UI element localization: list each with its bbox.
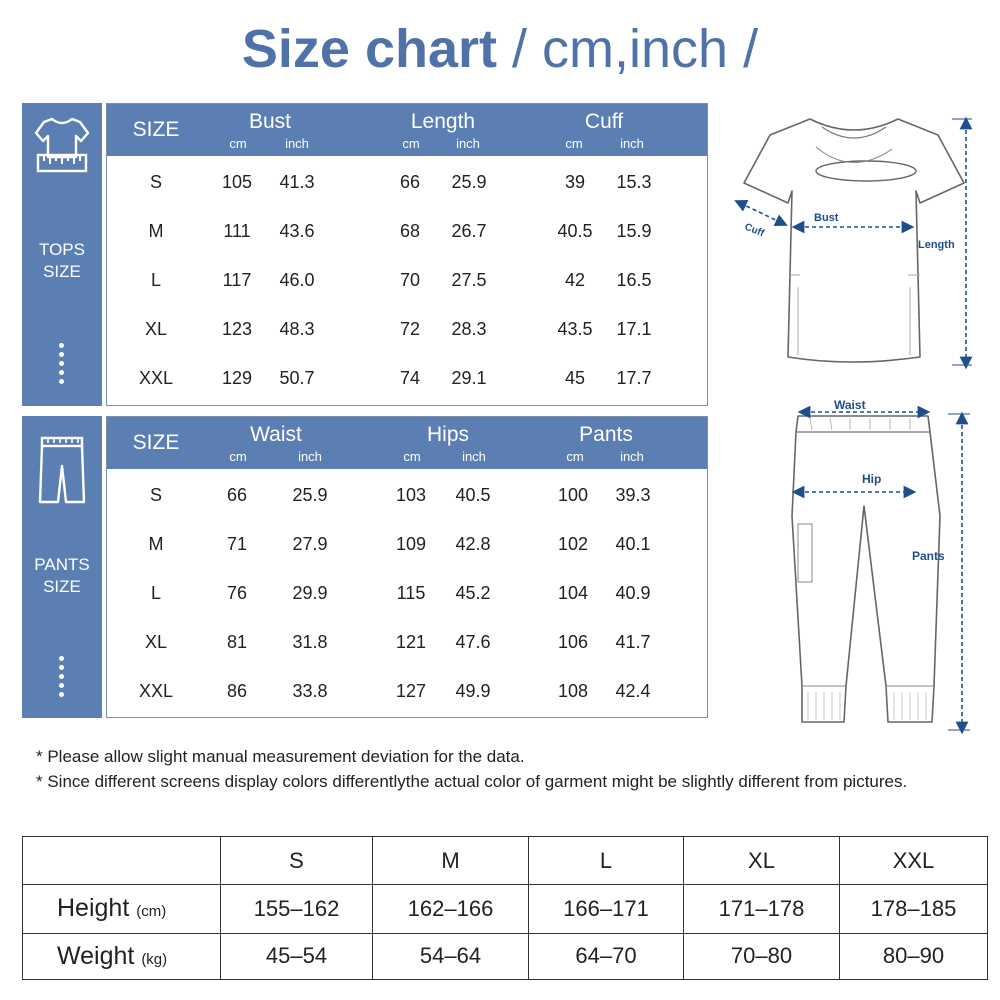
value-cell: 40.9 bbox=[615, 583, 651, 603]
value-cell: 111 bbox=[223, 221, 251, 241]
value-cell: 40.5 bbox=[455, 485, 491, 505]
value-cell: 74 bbox=[399, 368, 421, 388]
cuff-header: Cuff bbox=[584, 110, 624, 133]
value-cell: 81 bbox=[226, 632, 248, 652]
pants-sidebar bbox=[22, 416, 102, 718]
bust-header: Bust bbox=[248, 110, 292, 133]
value-cell: 45 bbox=[564, 368, 586, 388]
value-cell: 45.2 bbox=[455, 583, 491, 603]
value-cell: 29.9 bbox=[292, 583, 328, 603]
unit-cm: cm bbox=[229, 449, 247, 464]
value-cell: 117 bbox=[222, 270, 252, 290]
unit-cm: cm bbox=[229, 136, 247, 151]
table-row bbox=[107, 520, 707, 569]
shirt-icon bbox=[32, 111, 92, 175]
value-cell: 86 bbox=[226, 681, 248, 701]
weight-value: 70–80 bbox=[684, 933, 840, 979]
height-value: 178–185 bbox=[840, 885, 988, 933]
size-cell: M bbox=[148, 221, 164, 241]
unit-cm: cm bbox=[565, 136, 583, 151]
height-unit: (cm) bbox=[136, 903, 167, 921]
unit-inch: inch bbox=[620, 449, 644, 464]
bust-diagram-label: Bust bbox=[814, 212, 839, 224]
size-col-header: M bbox=[373, 837, 529, 885]
unit-inch: inch bbox=[620, 136, 644, 151]
value-cell: 68 bbox=[399, 221, 421, 241]
value-cell: 25.9 bbox=[292, 485, 328, 505]
height-value: 155–162 bbox=[221, 885, 373, 933]
table-row bbox=[23, 885, 988, 933]
value-cell: 42.8 bbox=[455, 534, 491, 554]
value-cell: 25.9 bbox=[451, 172, 487, 192]
height-label-cell bbox=[23, 885, 221, 933]
value-cell: 29.1 bbox=[451, 368, 487, 388]
page-title bbox=[0, 14, 1000, 84]
waist-header: Waist bbox=[250, 423, 302, 446]
title-rest: / cm,inch / bbox=[497, 19, 759, 79]
notes bbox=[36, 744, 976, 794]
hip-diagram-label: Hip bbox=[862, 472, 882, 486]
value-cell: 40.1 bbox=[615, 534, 651, 554]
table-row bbox=[107, 207, 707, 256]
weight-value: 45–54 bbox=[221, 933, 373, 979]
size-cell: XXL bbox=[138, 368, 174, 388]
pants-diagram-label: Pants bbox=[912, 549, 945, 563]
pants-header: Pants bbox=[579, 423, 633, 446]
size-col-header: XL bbox=[684, 837, 840, 885]
value-cell: 49.9 bbox=[455, 681, 491, 701]
pants-garment-diagram bbox=[780, 396, 980, 736]
title-bold: Size chart bbox=[241, 19, 498, 79]
pants-label-2: SIZE bbox=[43, 577, 81, 596]
length-header: Length bbox=[410, 110, 476, 133]
value-cell: 106 bbox=[557, 632, 589, 652]
unit-inch: inch bbox=[298, 449, 322, 464]
value-cell: 100 bbox=[557, 485, 589, 505]
size-cell: L bbox=[150, 270, 161, 290]
size-col-header: S bbox=[221, 837, 373, 885]
value-cell: 70 bbox=[399, 270, 421, 290]
table-row bbox=[107, 569, 707, 618]
unit-cm: cm bbox=[566, 449, 584, 464]
table-row bbox=[107, 305, 707, 354]
value-cell: 102 bbox=[557, 534, 589, 554]
note-1: * Please allow slight manual measurement deviation for the data. bbox=[36, 747, 525, 766]
value-cell: 104 bbox=[557, 583, 589, 603]
value-cell: 27.5 bbox=[451, 270, 487, 290]
size-col-header: L bbox=[529, 837, 684, 885]
height-value: 171–178 bbox=[684, 885, 840, 933]
value-cell: 39.3 bbox=[615, 485, 651, 505]
size-col-header: XXL bbox=[840, 837, 988, 885]
note-2: * Since different screens display colors differentlythe actual color of garment might be slightly different from pictures. bbox=[36, 772, 908, 791]
weight-value: 64–70 bbox=[529, 933, 684, 979]
value-cell: 33.8 bbox=[292, 681, 328, 701]
cuff-diagram-label: Cuff bbox=[742, 221, 766, 240]
value-cell: 66 bbox=[399, 172, 421, 192]
value-cell: 43.6 bbox=[279, 221, 315, 241]
pants-table-header bbox=[107, 417, 707, 469]
unit-inch: inch bbox=[285, 136, 309, 151]
value-cell: 42 bbox=[564, 270, 586, 290]
value-cell: 27.9 bbox=[292, 534, 328, 554]
table-row bbox=[107, 158, 707, 207]
value-cell: 109 bbox=[395, 534, 427, 554]
table-row bbox=[107, 618, 707, 667]
value-cell: 16.5 bbox=[616, 270, 652, 290]
value-cell: 115 bbox=[396, 583, 426, 603]
value-cell: 41.7 bbox=[615, 632, 651, 652]
weight-label: Weight bbox=[57, 941, 135, 970]
pants-icon bbox=[32, 424, 92, 488]
table-row bbox=[23, 837, 988, 885]
value-cell: 31.8 bbox=[292, 632, 328, 652]
value-cell: 50.7 bbox=[279, 368, 315, 388]
value-cell: 121 bbox=[395, 632, 427, 652]
height-value: 162–166 bbox=[373, 885, 529, 933]
size-cell: XL bbox=[144, 319, 168, 339]
weight-value: 54–64 bbox=[373, 933, 529, 979]
size-cell: L bbox=[150, 583, 161, 603]
value-cell: 66 bbox=[226, 485, 248, 505]
weight-label-cell bbox=[23, 933, 221, 979]
height-value: 166–171 bbox=[529, 885, 684, 933]
value-cell: 46.0 bbox=[279, 270, 315, 290]
value-cell: 48.3 bbox=[279, 319, 315, 339]
value-cell: 40.5 bbox=[557, 221, 593, 241]
weight-value: 80–90 bbox=[840, 933, 988, 979]
value-cell: 47.6 bbox=[455, 632, 491, 652]
size-cell: M bbox=[148, 534, 164, 554]
value-cell: 17.1 bbox=[616, 319, 652, 339]
value-cell: 71 bbox=[226, 534, 248, 554]
empty-cell bbox=[23, 837, 221, 885]
value-cell: 76 bbox=[226, 583, 248, 603]
height-label: Height bbox=[57, 894, 130, 923]
value-cell: 105 bbox=[221, 172, 253, 192]
pants-label-1: PANTS bbox=[34, 555, 90, 574]
dots-icon bbox=[58, 343, 66, 388]
table-row bbox=[107, 256, 707, 305]
size-cell: S bbox=[149, 172, 162, 192]
hips-header: Hips bbox=[426, 423, 469, 446]
table-row bbox=[23, 933, 988, 979]
weight-unit: (kg) bbox=[141, 950, 168, 968]
value-cell: 26.7 bbox=[451, 221, 487, 241]
unit-inch: inch bbox=[456, 136, 480, 151]
unit-inch: inch bbox=[462, 449, 486, 464]
value-cell: 123 bbox=[221, 319, 253, 339]
value-cell: 103 bbox=[395, 485, 427, 505]
top-garment-diagram bbox=[730, 105, 990, 375]
length-diagram-label: Length bbox=[918, 239, 955, 251]
table-row bbox=[107, 354, 707, 403]
value-cell: 39 bbox=[564, 172, 586, 192]
table-row bbox=[107, 667, 707, 716]
value-cell: 129 bbox=[221, 368, 253, 388]
value-cell: 43.5 bbox=[557, 319, 593, 339]
size-cell: XL bbox=[144, 632, 168, 652]
size-cell: XXL bbox=[138, 681, 174, 701]
value-cell: 41.3 bbox=[279, 172, 315, 192]
unit-cm: cm bbox=[403, 449, 421, 464]
size-cell: S bbox=[149, 485, 162, 505]
value-cell: 28.3 bbox=[451, 319, 487, 339]
value-cell: 42.4 bbox=[615, 681, 651, 701]
table-row bbox=[107, 471, 707, 520]
size-header: SIZE bbox=[132, 431, 180, 454]
value-cell: 72 bbox=[399, 319, 421, 339]
tops-table-header bbox=[107, 104, 707, 156]
pants-size-table bbox=[106, 416, 708, 718]
height-weight-table bbox=[22, 836, 988, 980]
value-cell: 15.9 bbox=[616, 221, 652, 241]
size-header: SIZE bbox=[132, 118, 180, 141]
tops-sidebar bbox=[22, 103, 102, 406]
value-cell: 108 bbox=[557, 681, 589, 701]
unit-cm: cm bbox=[402, 136, 420, 151]
waist-diagram-label: Waist bbox=[834, 398, 866, 412]
value-cell: 17.7 bbox=[616, 368, 652, 388]
value-cell: 127 bbox=[395, 681, 427, 701]
tops-label-1: TOPS bbox=[39, 240, 85, 259]
dots-icon bbox=[58, 656, 66, 701]
tops-size-table bbox=[106, 103, 708, 406]
value-cell: 15.3 bbox=[616, 172, 652, 192]
tops-label-2: SIZE bbox=[43, 262, 81, 281]
